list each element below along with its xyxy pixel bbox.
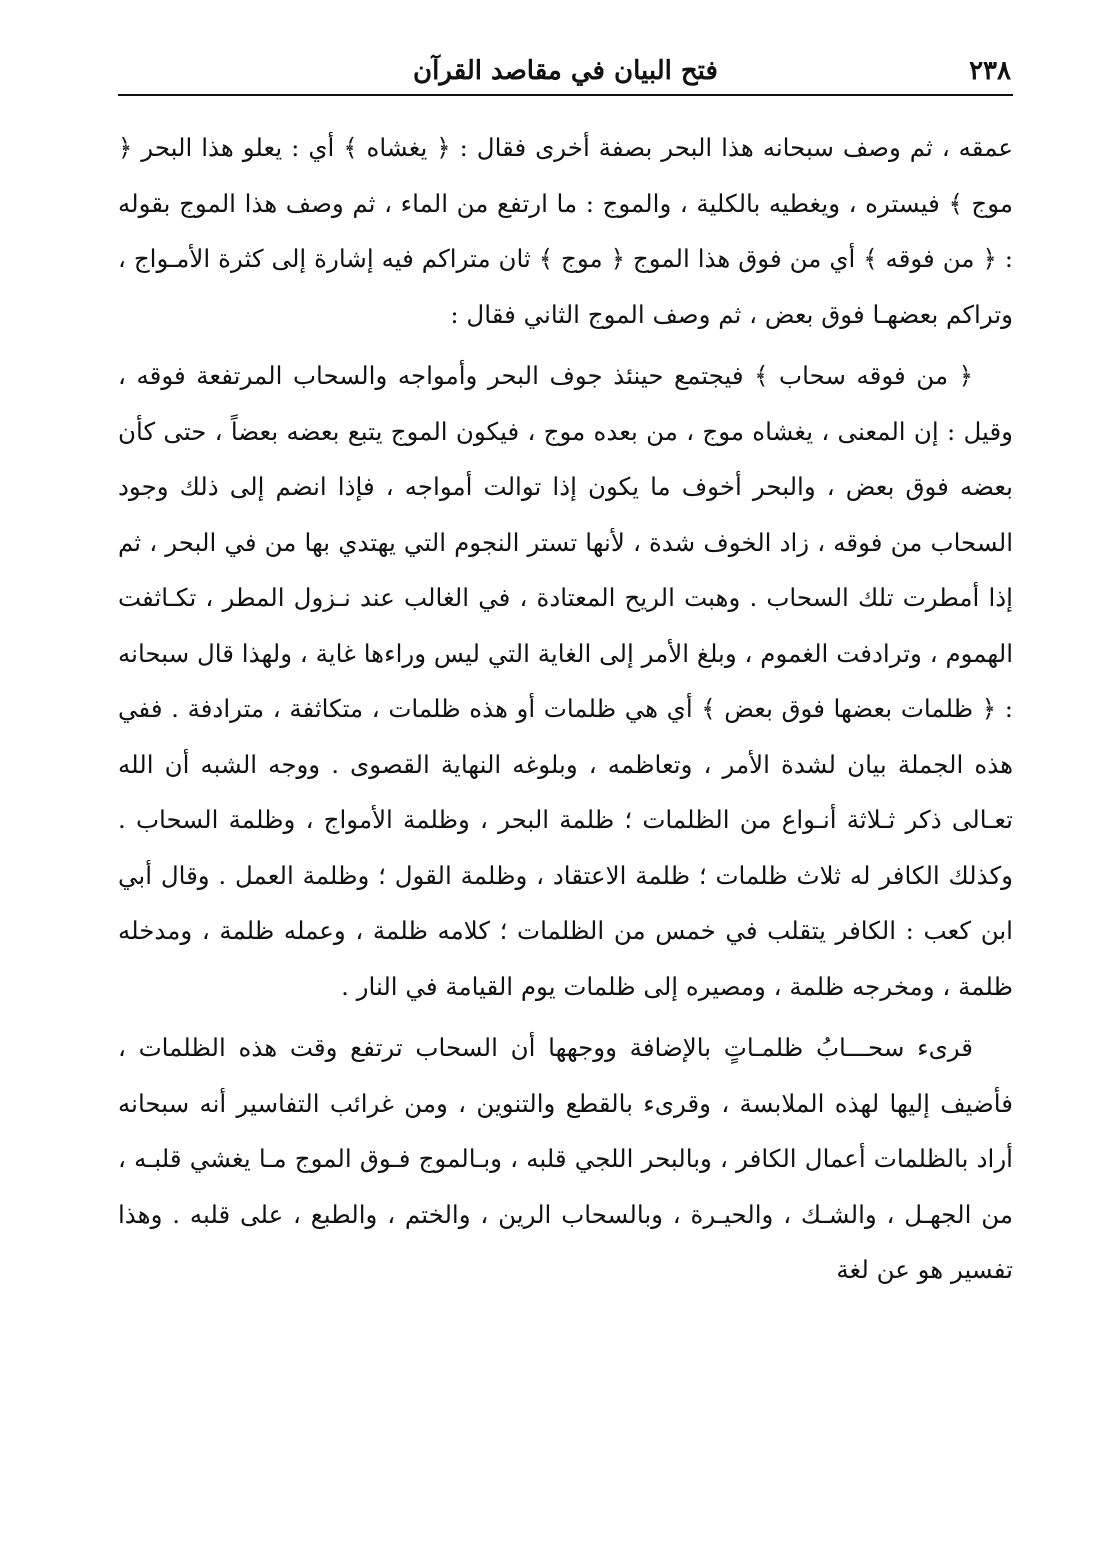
running-header: [118, 52, 1013, 96]
body-text: [118, 120, 1013, 1298]
paragraph-1: عمقه ، ثم وصف سبحانه هذا البحر بصفة أخرى فقال : ﴿ يغشاه ﴾ أي : يعلو هذا البحر ﴿ موج ﴾ فيستره ، ويغطيه بالكلية ، والموج : ما ارتفع من الماء ، ثم وصف هذا الموج بقوله : ﴿ من فوقه ﴾ أي من فوق هذا الموج ﴿ موج ﴾ ثان متراكم فيه إشارة إلى كثرة الأمـواج ، وتراكم بعضهـا فوق بعض ، ثم وصف الموج الثاني فقال :: [118, 133, 1013, 329]
paragraph-2: ﴿ من فوقه سحاب ﴾ فيجتمع حينئذ جوف البحر وأمواجه والسحاب المرتفعة فوقه ، وقيل : إن المعنى ، يغشاه موج ، من بعده موج ، فيكون الموج يتبع بعضه بعضاً ، حتى كأن بعضه فوق بعض ، والبحر أخوف ما يكون إذا توالت أمواجه ، فإذا انضم إلى ذلك وجود السحاب من فوقه ، زاد الخوف شدة ، لأنها تستر النجوم التي يهتدي بها من في البحر ، ثم إذا أمطرت تلك السحاب . وهبت الريح المعتادة ، في الغالب عند نـزول المطر ، تكـاثفت الهموم ، وترادفت الغموم ، وبلغ الأمر إلى الغاية التي ليس وراءها غاية ، ولهذا قال سبحانه : ﴿ ظلمات بعضها فوق بعض ﴾ أي هي ظلمات أو هذه ظلمات ، متكاثفة ، مترادفة . ففي هذه الجملة بيان لشدة الأمر ، وتعاظمه ، وبلوغه النهاية القصوى . ووجه الشبه أن الله تعـالى ذكر ثـلاثة أنـواع من الظلمات ؛ ظلمة البحر ، وظلمة الأمواج ، وظلمة السحاب . وكذلك الكافر له ثلاث ظلمات ؛ ظلمة الاعتقاد ، وظلمة القول ؛ وظلمة العمل . وقال أبي ابن كعب : الكافر يتقلب في خمس من الظلمات ؛ كلامه ظلمة ، وعمله ظلمة ، ومدخله ظلمة ، ومخرجه ظلمة ، ومصيره إلى ظلمات يوم القيامة في النار .: [118, 361, 1013, 1001]
page-number: ٢٣٨: [969, 56, 1011, 86]
paragraph-3: قرىء سحـــابُ ظلمـاتٍ بالإضافة ووجهها أن السحاب ترتفع وقت هذه الظلمات ، فأضيف إليها لهذه الملابسة ، وقرىء بالقطع والتنوين ، ومن غرائب التفاسير أنه سبحانه أراد بالظلمات أعمال الكافر ، وبالبحر اللجي قلبه ، وبـالموج فـوق الموج مـا يغشي قلبـه ، من الجهـل ، والشـك ، والحيـرة ، وبالسحاب الرين ، والختم ، والطبع ، على قلبه . وهذا تفسير هو عن لغة: [118, 1033, 1013, 1284]
book-title: فتح البيان في مقاصد القرآن: [413, 56, 718, 86]
